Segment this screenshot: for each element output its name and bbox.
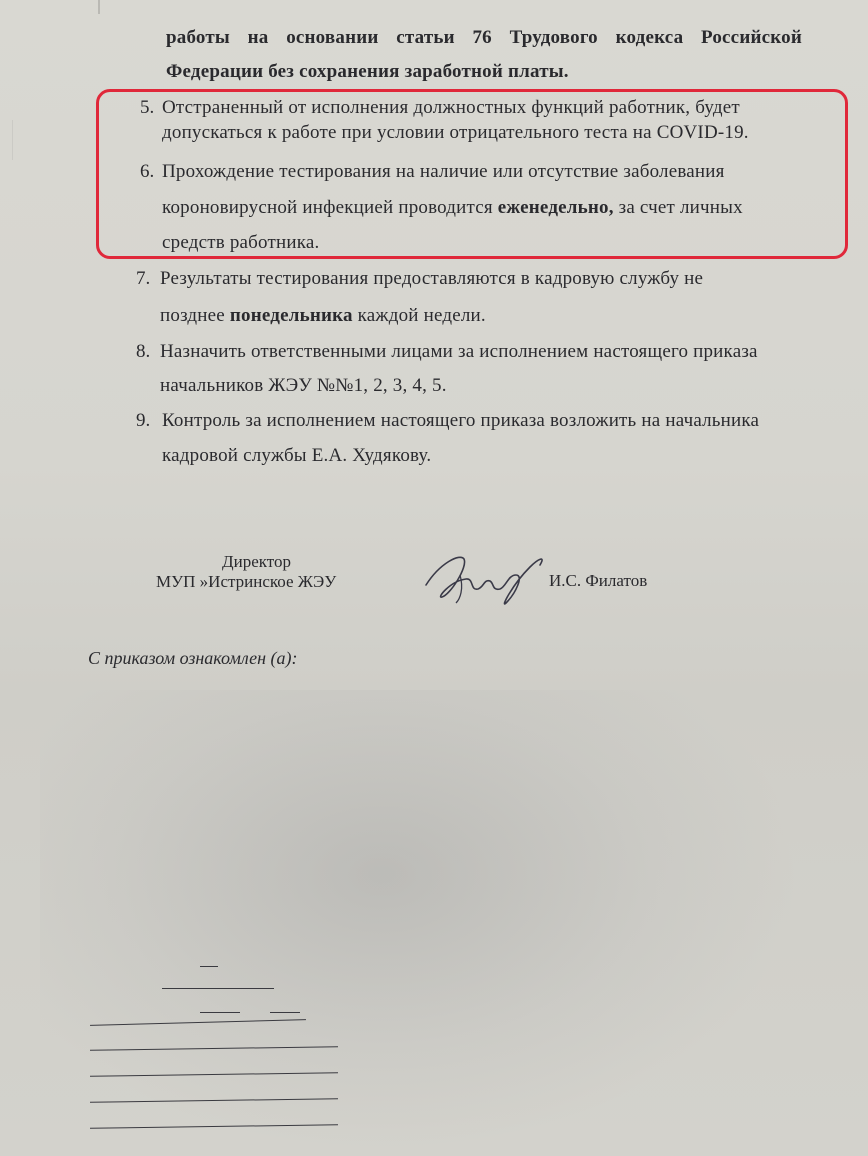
paragraph-continuation-line-1 xyxy=(166,26,802,50)
item-7-number: 7. xyxy=(136,268,151,289)
cont-word: Российской xyxy=(701,27,802,48)
signature-line xyxy=(90,1098,338,1102)
item-8-line-2: начальников ЖЭУ №№1, 2, 3, 4, 5. xyxy=(160,375,447,396)
item-9-line-1: Контроль за исполнением настоящего приказа возложить на начальника xyxy=(162,410,760,431)
item-6-line-1: Прохождение тестирования на наличие или отсутствие заболевания xyxy=(162,161,725,182)
item-6-line-2-text: короновирусной инфекцией проводится xyxy=(162,197,498,218)
acknowledgement-label: С приказом ознакомлен (а): xyxy=(88,648,298,668)
signature-line xyxy=(162,988,274,989)
cont-word: основании xyxy=(286,27,379,48)
item-6-line-3: средств работника. xyxy=(162,232,320,253)
cont-word: статьи xyxy=(396,27,455,48)
signature-line xyxy=(200,966,218,967)
signature-line xyxy=(270,1012,300,1013)
item-7-line-2-tail: каждой недели. xyxy=(352,305,486,326)
handwritten-signature xyxy=(420,545,550,615)
item-9-number: 9. xyxy=(136,410,151,431)
item-5-line-2: допускаться к работе при условии отрицательного теста на COVID-19. xyxy=(162,122,749,143)
item-5-number: 5. xyxy=(140,97,155,118)
item-6-bold-word: еженедельно, xyxy=(497,197,614,218)
signature-line xyxy=(90,1072,338,1076)
item-6-line-2 xyxy=(162,196,743,220)
cont-word: работы xyxy=(166,27,230,48)
item-5-line-1: Отстраненный от исполнения должностных функций работник, будет xyxy=(162,97,740,118)
item-7-line-1: Результаты тестирования предоставляются в кадровую службу не xyxy=(160,268,704,289)
signatory-title-line-2: МУП »Истринское ЖЭУ xyxy=(156,572,337,591)
cont-word: кодекса xyxy=(615,27,684,48)
item-8-number: 8. xyxy=(136,341,151,362)
item-6-line-2-tail: за счет личных xyxy=(613,197,743,218)
signatory-title-line-1: Директор xyxy=(222,552,291,571)
signatory-title xyxy=(156,552,396,592)
cont-word: на xyxy=(247,27,269,48)
item-7-line-2-head: позднее xyxy=(160,305,230,326)
item-9-line-2: кадровой службы Е.А. Худякову. xyxy=(162,445,432,466)
signature-line xyxy=(90,1019,306,1026)
signature-line xyxy=(90,1124,338,1128)
signature-line xyxy=(200,1012,240,1013)
signature-line xyxy=(90,1046,338,1050)
item-6-number: 6. xyxy=(140,161,155,182)
signatory-name: И.С. Филатов xyxy=(549,571,648,590)
item-7-line-2 xyxy=(160,304,486,328)
paragraph-continuation-line-2: Федерации без сохранения заработной платы. xyxy=(166,61,569,82)
item-8-line-1: Назначить ответственными лицами за исполнением настоящего приказа xyxy=(160,341,758,362)
cont-word: Трудового xyxy=(509,27,598,48)
cont-word: 76 xyxy=(472,27,492,48)
item-7-bold-word: понедельника xyxy=(229,305,353,326)
